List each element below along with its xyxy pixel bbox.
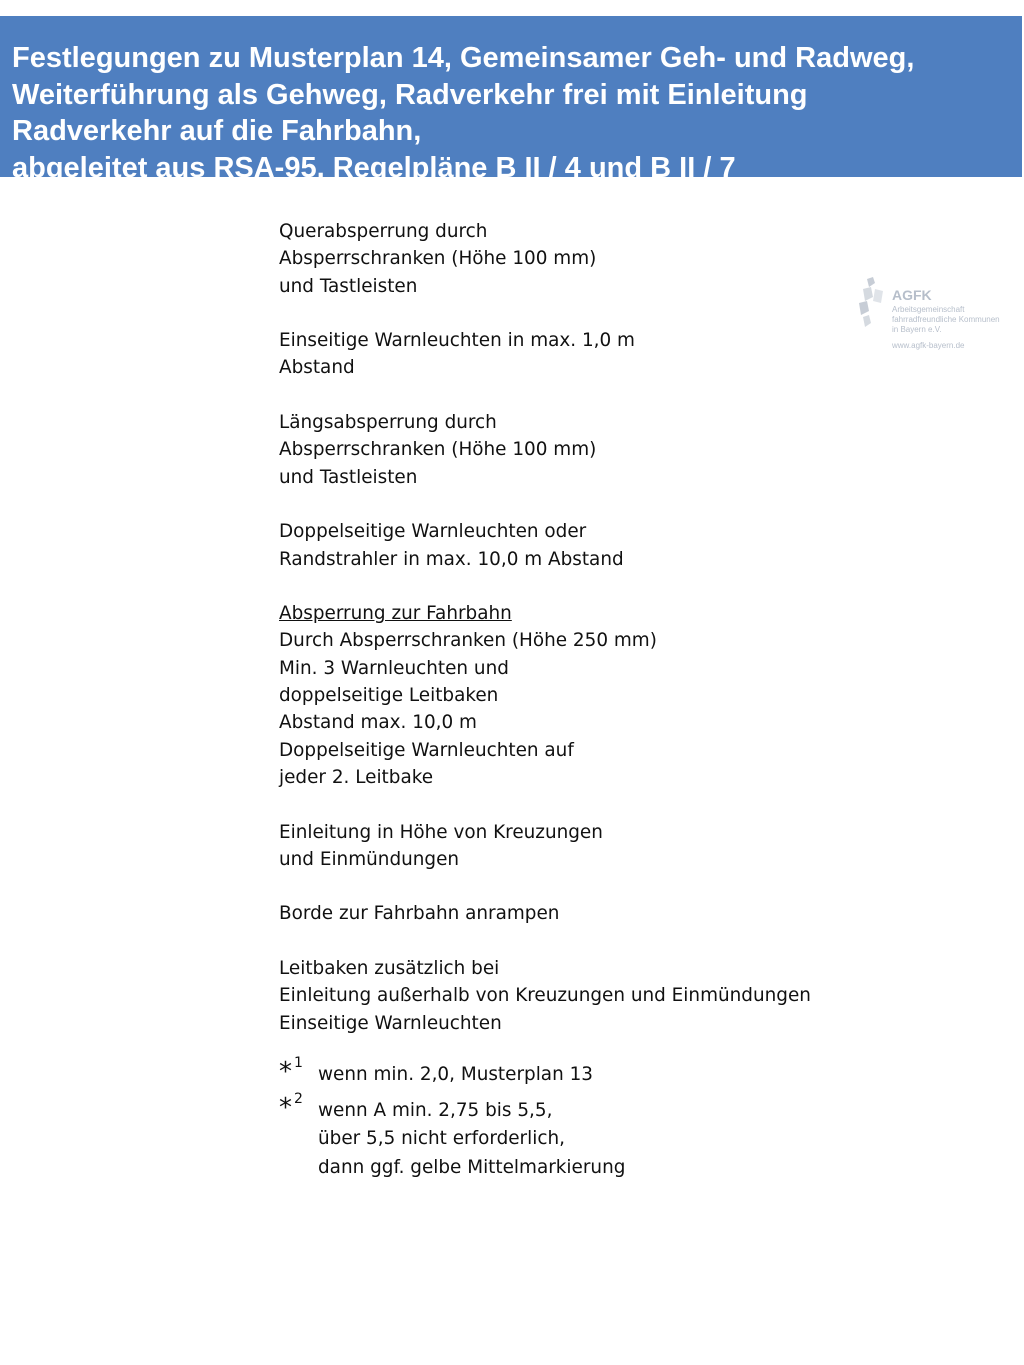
text-line: Borde zur Fahrbahn anrampen	[279, 903, 560, 925]
text-line: wenn min. 2,0, Musterplan 13	[318, 1063, 593, 1085]
text-line: Min. 3 Warnleuchten und	[279, 657, 509, 679]
text-block	[279, 327, 879, 382]
text-line: über 5,5 nicht erforderlich,	[318, 1128, 565, 1150]
section-heading: Absperrung zur Fahrbahn	[279, 603, 512, 625]
agfk-logo	[857, 277, 1007, 355]
text-line: Durch Absperrschranken (Höhe 250 mm)	[279, 630, 657, 652]
specification-text	[279, 218, 879, 1187]
title-line: abgeleitet aus RSA-95, Regelpläne B II / 4 und B II / 7	[12, 151, 736, 184]
logo-subtitle-line: in Bayern e.V.	[892, 325, 942, 334]
logo-name: AGFK	[892, 287, 932, 303]
title-line: Radverkehr auf die Fahrbahn,	[12, 115, 422, 147]
text-block	[279, 600, 879, 791]
text-block	[279, 900, 879, 927]
text-line: dann ggf. gelbe Mittelmarkierung	[318, 1156, 626, 1178]
text-line: Einseitige Warnleuchten in max. 1,0 m	[279, 330, 635, 352]
footnote-text	[318, 1061, 593, 1088]
text-block	[279, 518, 879, 573]
text-line: Absperrschranken (Höhe 100 mm)	[279, 439, 597, 461]
title-banner	[0, 16, 1022, 184]
text-block	[279, 218, 879, 300]
text-line: Einleitung außerhalb von Kreuzungen und Einmündungen	[279, 985, 811, 1007]
text-line: doppelseitige Leitbaken	[279, 685, 499, 707]
text-line: Einleitung in Höhe von Kreuzungen	[279, 821, 603, 843]
footnote-text	[318, 1097, 625, 1183]
footnote-symbol: *	[279, 1056, 292, 1087]
text-line: Längsabsperrung durch	[279, 412, 497, 434]
text-line: wenn A min. 2,75 bis 5,5,	[318, 1099, 553, 1121]
text-block	[279, 409, 879, 491]
text-line: Absperrschranken (Höhe 100 mm)	[279, 248, 597, 270]
text-line: jeder 2. Leitbake	[279, 766, 434, 788]
text-block	[279, 819, 879, 874]
text-block	[279, 955, 879, 1037]
footnote-symbol: *	[279, 1092, 292, 1123]
text-line: Abstand max. 10,0 m	[279, 712, 477, 734]
text-line: Randstrahler in max. 10,0 m Abstand	[279, 548, 624, 570]
text-line: Leitbaken zusätzlich bei	[279, 958, 500, 980]
title-line: Festlegungen zu Musterplan 14, Gemeinsamer Geh- und Radweg,	[12, 42, 915, 74]
text-line: Abstand	[279, 357, 355, 379]
footnote-number: 2	[294, 1090, 303, 1107]
footnote-number: 1	[294, 1054, 303, 1071]
text-line: Einseitige Warnleuchten	[279, 1012, 502, 1034]
logo-subtitle-line: Arbeitsgemeinschaft	[892, 305, 965, 314]
page-title	[12, 40, 1012, 186]
footnote	[279, 1090, 879, 1187]
text-line: und Tastleisten	[279, 466, 418, 488]
text-line: Doppelseitige Warnleuchten oder	[279, 521, 587, 543]
text-line: und Einmündungen	[279, 848, 460, 870]
footnote	[279, 1054, 879, 1097]
logo-subtitle-line: fahrradfreundliche Kommunen	[892, 315, 1000, 324]
text-line: Doppelseitige Warnleuchten auf	[279, 739, 574, 761]
text-line: und Tastleisten	[279, 275, 418, 297]
logo-subtitle	[892, 305, 1000, 335]
title-line: Weiterführung als Gehweg, Radverkehr frei mit Einleitung	[12, 78, 808, 111]
logo-url: www.agfk-bayern.de	[892, 341, 965, 350]
text-line: Querabsperrung durch	[279, 221, 488, 242]
